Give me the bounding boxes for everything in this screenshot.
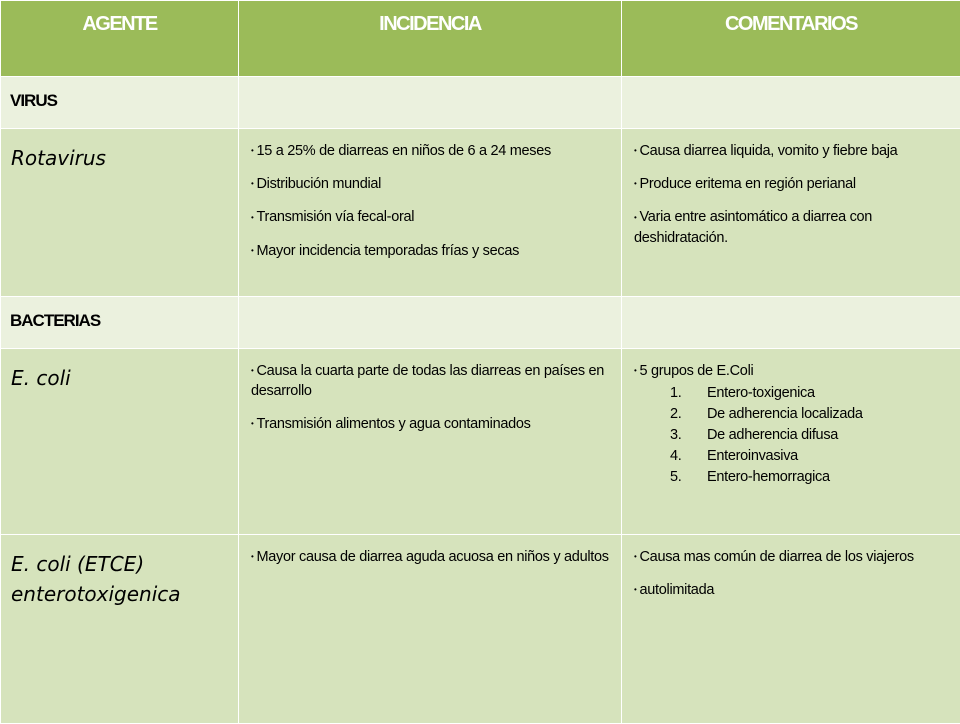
list-item: • Transmisión vía fecal-oral <box>251 207 615 227</box>
list-item: 5. Entero-hemorragica <box>622 467 960 488</box>
agent-name: Rotavirus <box>1 129 238 173</box>
list-item: 4. Enteroinvasiva <box>622 446 960 467</box>
header-row <box>1 1 960 77</box>
list-item: • Causa mas común de diarrea de los viajeros <box>634 547 954 567</box>
list-item: 1. Entero-toxigenica <box>622 383 960 404</box>
list-item: • Mayor causa de diarrea aguda acuosa en niños y adultos <box>251 547 615 567</box>
section-row-bacterias <box>1 297 960 349</box>
agent-cell <box>1 349 239 535</box>
agent-name: E. coli <box>1 349 238 393</box>
list-item: • Mayor incidencia temporadas frías y secas <box>251 241 615 261</box>
section-row-virus <box>1 77 960 129</box>
list-item: • autolimitada <box>634 580 954 600</box>
comentarios-cell <box>622 129 960 297</box>
table-row-rotavirus <box>1 129 960 297</box>
list-item: • 15 a 25% de diarreas en niños de 6 a 24 meses <box>251 141 615 161</box>
incidencia-cell <box>239 535 622 724</box>
list-item: • 5 grupos de E.Coli <box>634 361 954 381</box>
agent-name: E. coli (ETCE) enterotoxigenica <box>1 535 238 609</box>
agent-cell <box>1 129 239 297</box>
list-item: • Distribución mundial <box>251 174 615 194</box>
section-empty <box>239 297 622 349</box>
section-label-virus: VIRUS <box>1 77 239 129</box>
agent-cell <box>1 535 239 724</box>
list-item: 2. De adherencia localizada <box>622 404 960 425</box>
list-item: • Causa la cuarta parte de todas las diarreas en países en desarrollo <box>251 361 615 401</box>
comentarios-cell <box>622 349 960 535</box>
section-empty <box>622 297 960 349</box>
incidencia-cell <box>239 129 622 297</box>
section-empty <box>239 77 622 129</box>
comentarios-cell <box>622 535 960 724</box>
list-item: • Causa diarrea liquida, vomito y fiebre baja <box>634 141 954 161</box>
header-incidencia: INCIDENCIA <box>239 1 622 77</box>
list-item: • Transmisión alimentos y agua contaminados <box>251 414 615 434</box>
list-item: 3. De adherencia difusa <box>622 425 960 446</box>
header-comentarios: COMENTARIOS <box>622 1 960 77</box>
section-empty <box>622 77 960 129</box>
ecoli-groups-list <box>622 383 960 488</box>
table-row-ecoli <box>1 349 960 535</box>
section-label-bacterias: BACTERIAS <box>1 297 239 349</box>
table-row-etce <box>1 535 960 724</box>
list-item: • Produce eritema en región perianal <box>634 174 954 194</box>
header-agente: AGENTE <box>1 1 239 77</box>
incidencia-cell <box>239 349 622 535</box>
list-item: • Varia entre asintomático a diarrea con deshidratación. <box>634 207 954 247</box>
